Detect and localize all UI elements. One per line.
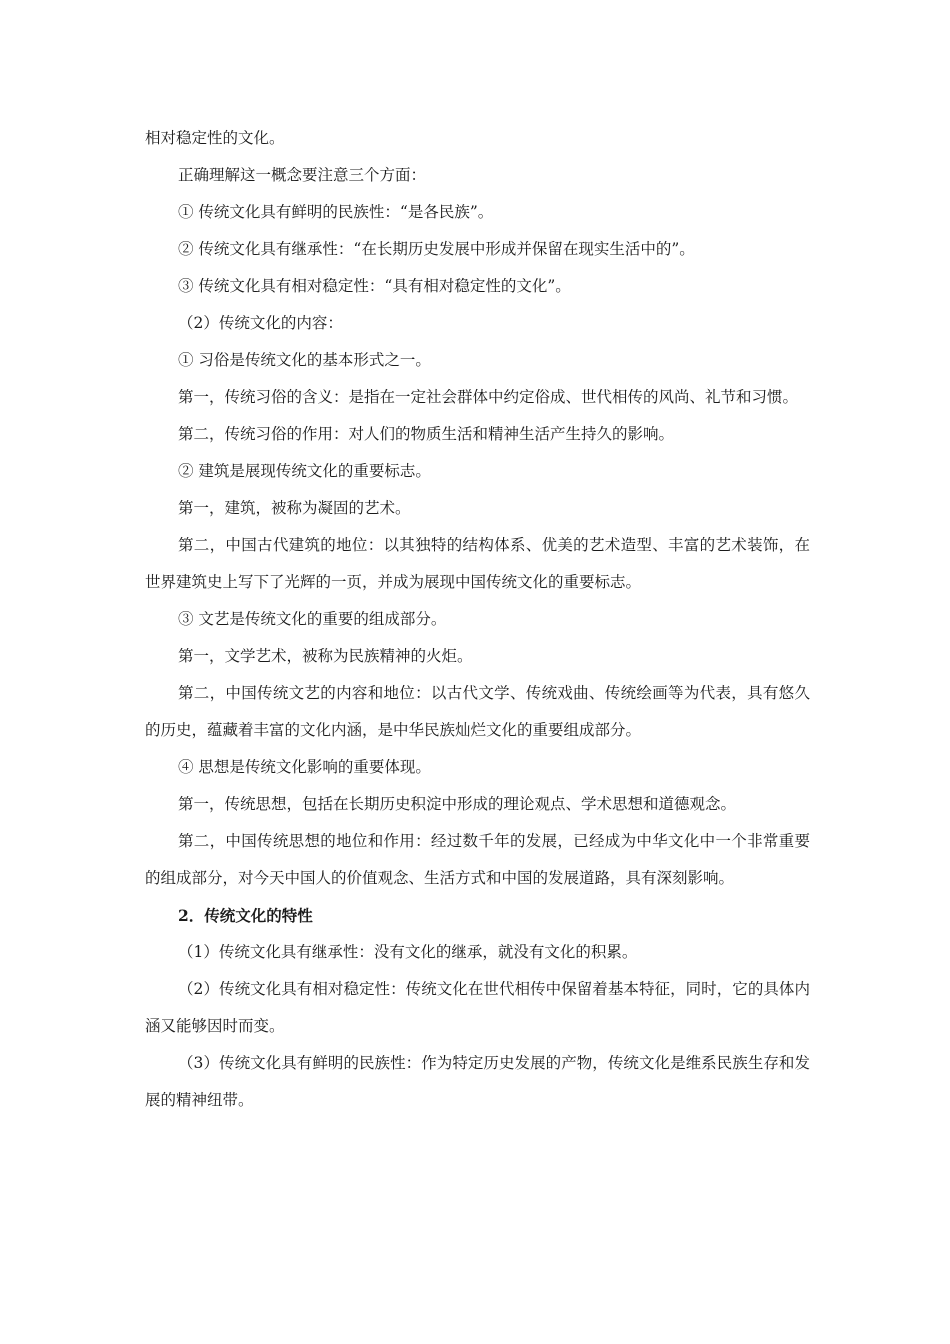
- paragraph: 正确理解这一概念要注意三个方面：: [178, 166, 427, 184]
- paragraph: 相对稳定性的文化。: [145, 129, 285, 147]
- paragraph: 第二，中国传统文艺的内容和地位：以古代文学、传统戏曲、传统绘画等为代表，具有悠久的历史，蕴藏着丰富的文化内涵，是中华民族灿烂文化的重要组成部分。: [145, 684, 810, 739]
- paragraph: 第一，文学艺术，被称为民族精神的火炬。: [178, 647, 473, 665]
- paragraph: 第二，中国古代建筑的地位：以其独特的结构体系、优美的艺术造型、丰富的艺术装饰，在世界建筑史上写下了光辉的一页，并成为展现中国传统文化的重要标志。: [145, 536, 810, 591]
- paragraph: （2）传统文化具有相对稳定性：传统文化在世代相传中保留着基本特征，同时，它的具体内涵又能够因时而变。: [145, 980, 810, 1035]
- paragraph: 第一，传统习俗的含义：是指在一定社会群体中约定俗成、世代相传的风尚、礼节和习惯。: [178, 388, 799, 406]
- section-subheading: （2）传统文化的内容：: [178, 314, 343, 332]
- list-item: ② 传统文化具有继承性：“在长期历史发展中形成并保留在现实生活中的”。: [178, 240, 695, 258]
- list-item: ② 建筑是展现传统文化的重要标志。: [178, 462, 431, 480]
- paragraph: 第二，中国传统思想的地位和作用：经过数千年的发展，已经成为中华文化中一个非常重要的组成部分，对今天中国人的价值观念、生活方式和中国的发展道路，具有深刻影响。: [145, 832, 810, 887]
- paragraph: 第一，传统思想，包括在长期历史积淀中形成的理论观点、学术思想和道德观念。: [178, 795, 737, 813]
- section-heading: 2．传统文化的特性: [178, 906, 313, 925]
- list-item: ③ 文艺是传统文化的重要的组成部分。: [178, 610, 447, 628]
- paragraph: 第二，传统习俗的作用：对人们的物质生活和精神生活产生持久的影响。: [178, 425, 675, 443]
- document-body: [145, 120, 810, 1119]
- list-item: ④ 思想是传统文化影响的重要体现。: [178, 758, 431, 776]
- paragraph: 第一，建筑，被称为凝固的艺术。: [178, 499, 411, 517]
- list-item: ① 习俗是传统文化的基本形式之一。: [178, 351, 431, 369]
- list-item: ① 传统文化具有鲜明的民族性：“是各民族”。: [178, 203, 494, 221]
- paragraph: （3）传统文化具有鲜明的民族性：作为特定历史发展的产物，传统文化是维系民族生存和发展的精神纽带。: [145, 1054, 810, 1109]
- paragraph: （1）传统文化具有继承性：没有文化的继承，就没有文化的积累。: [178, 943, 638, 961]
- list-item: ③ 传统文化具有相对稳定性：“具有相对稳定性的文化”。: [178, 277, 571, 295]
